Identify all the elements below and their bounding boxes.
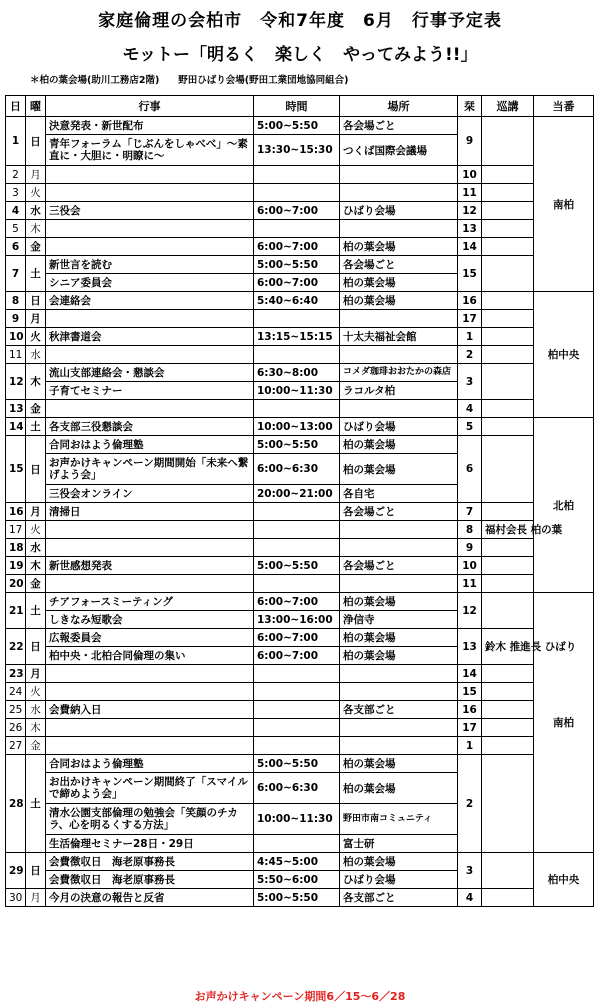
- shiori-number-cell: 7: [458, 503, 482, 521]
- time-cell: 10:00~11:30: [254, 382, 340, 400]
- place-cell: [340, 683, 458, 701]
- shiori-number-cell: 6: [458, 436, 482, 503]
- time-cell: [254, 737, 340, 755]
- table-row: [6, 719, 594, 737]
- table-row: [6, 503, 594, 521]
- day-cell: 30: [6, 889, 26, 907]
- table-row: [6, 238, 594, 256]
- place-cell: 柏の葉会場: [340, 292, 458, 310]
- table-row: [6, 557, 594, 575]
- time-cell: 6:00~7:00: [254, 202, 340, 220]
- col-header-day: 日: [6, 96, 26, 117]
- time-cell: 6:00~7:00: [254, 647, 340, 665]
- patrol-cell: 鈴木 推進長 ひばり: [482, 629, 534, 665]
- day-cell: 1: [6, 117, 26, 166]
- day-cell: 2: [6, 166, 26, 184]
- patrol-cell: [482, 436, 534, 503]
- place-cell: ひばり会場: [340, 202, 458, 220]
- place-cell: [340, 220, 458, 238]
- weekday-cell: 金: [26, 400, 46, 418]
- day-cell: 6: [6, 238, 26, 256]
- weekday-cell: 土: [26, 593, 46, 629]
- time-cell: [254, 835, 340, 853]
- shiori-number-cell: 12: [458, 202, 482, 220]
- time-cell: 5:00~5:50: [254, 755, 340, 773]
- shiori-number-cell: 15: [458, 683, 482, 701]
- shiori-number-cell: 13: [458, 220, 482, 238]
- table-row: [6, 665, 594, 683]
- shiori-number-cell: 2: [458, 346, 482, 364]
- time-cell: [254, 346, 340, 364]
- place-cell: [340, 719, 458, 737]
- event-cell: [46, 238, 254, 256]
- table-row: [6, 853, 594, 871]
- col-header-num: 栞: [458, 96, 482, 117]
- weekday-cell: 月: [26, 503, 46, 521]
- place-cell: 各会場ごと: [340, 557, 458, 575]
- table-row: [6, 418, 594, 436]
- patrol-cell: [482, 400, 534, 418]
- weekday-cell: 土: [26, 418, 46, 436]
- duty-cell: 南柏: [534, 593, 594, 853]
- shiori-number-cell: 14: [458, 665, 482, 683]
- event-cell: チアフォースミーティング: [46, 593, 254, 611]
- schedule-body: [6, 117, 594, 907]
- weekday-cell: 日: [26, 117, 46, 166]
- campaign-footer: お声かけキャンペーン期間6／15～6／28: [194, 990, 406, 1003]
- weekday-cell: 金: [26, 737, 46, 755]
- duty-cell: 柏中央: [534, 853, 594, 907]
- time-cell: [254, 310, 340, 328]
- event-cell: [46, 346, 254, 364]
- weekday-cell: 日: [26, 629, 46, 665]
- patrol-cell: [482, 683, 534, 701]
- event-cell: 流山支部連絡会・懇談会: [46, 364, 254, 382]
- time-cell: 5:40~6:40: [254, 292, 340, 310]
- shiori-number-cell: 11: [458, 575, 482, 593]
- place-cell: 浄信寺: [340, 611, 458, 629]
- col-header-duty: 当番: [534, 96, 594, 117]
- day-cell: 23: [6, 665, 26, 683]
- place-cell: つくば国際会議場: [340, 135, 458, 166]
- event-cell: お出かけキャンペーン期間終了「スマイルで締めよう会」: [46, 773, 254, 804]
- time-cell: [254, 166, 340, 184]
- patrol-cell: [482, 220, 534, 238]
- weekday-cell: 月: [26, 889, 46, 907]
- event-cell: [46, 220, 254, 238]
- table-row: [6, 292, 594, 310]
- shiori-number-cell: 10: [458, 166, 482, 184]
- place-cell: [340, 521, 458, 539]
- place-cell: 十太夫福祉会館: [340, 328, 458, 346]
- duty-cell: 北柏: [534, 418, 594, 593]
- col-header-place: 場所: [340, 96, 458, 117]
- day-cell: 10: [6, 328, 26, 346]
- shiori-number-cell: 13: [458, 629, 482, 665]
- shiori-number-cell: 1: [458, 328, 482, 346]
- event-cell: 柏中央・北柏合同倫理の集い: [46, 647, 254, 665]
- col-header-patrol: 巡講: [482, 96, 534, 117]
- patrol-cell: [482, 346, 534, 364]
- table-row: [6, 539, 594, 557]
- table-row: [6, 346, 594, 364]
- day-cell: 3: [6, 184, 26, 202]
- table-row: [6, 593, 594, 611]
- place-cell: 柏の葉会場: [340, 647, 458, 665]
- day-cell: 7: [6, 256, 26, 292]
- place-cell: [340, 575, 458, 593]
- weekday-cell: 木: [26, 220, 46, 238]
- patrol-cell: [482, 737, 534, 755]
- event-cell: 新世言を読む: [46, 256, 254, 274]
- weekday-cell: 土: [26, 256, 46, 292]
- time-cell: 10:00~11:30: [254, 804, 340, 835]
- shiori-number-cell: 14: [458, 238, 482, 256]
- day-cell: 29: [6, 853, 26, 889]
- weekday-cell: 金: [26, 575, 46, 593]
- day-cell: 25: [6, 701, 26, 719]
- weekday-cell: 木: [26, 364, 46, 400]
- weekday-cell: 金: [26, 238, 46, 256]
- day-cell: 13: [6, 400, 26, 418]
- event-cell: しきなみ短歌会: [46, 611, 254, 629]
- shiori-number-cell: 3: [458, 364, 482, 400]
- col-header-weekday: 曜: [26, 96, 46, 117]
- patrol-cell: [482, 539, 534, 557]
- col-header-event: 行事: [46, 96, 254, 117]
- place-cell: [340, 184, 458, 202]
- place-cell: 野田市南コミュニティ: [340, 804, 458, 835]
- table-row: [6, 202, 594, 220]
- table-row: [6, 629, 594, 647]
- place-cell: 各会場ごと: [340, 503, 458, 521]
- event-cell: 会費徴収日 海老原事務長: [46, 871, 254, 889]
- time-cell: [254, 539, 340, 557]
- day-cell: 22: [6, 629, 26, 665]
- shiori-number-cell: 5: [458, 418, 482, 436]
- place-cell: 柏の葉会場: [340, 773, 458, 804]
- event-cell: 秋津書道会: [46, 328, 254, 346]
- patrol-cell: [482, 557, 534, 575]
- time-cell: [254, 701, 340, 719]
- time-cell: 6:00~7:00: [254, 274, 340, 292]
- weekday-cell: 土: [26, 755, 46, 853]
- time-cell: 6:00~7:00: [254, 629, 340, 647]
- time-cell: 5:00~5:50: [254, 436, 340, 454]
- time-cell: [254, 719, 340, 737]
- weekday-cell: 月: [26, 166, 46, 184]
- weekday-cell: 月: [26, 310, 46, 328]
- time-cell: 13:30~15:30: [254, 135, 340, 166]
- patrol-cell: [482, 328, 534, 346]
- time-cell: 20:00~21:00: [254, 485, 340, 503]
- place-cell: 柏の葉会場: [340, 629, 458, 647]
- place-cell: 富士研: [340, 835, 458, 853]
- table-row: [6, 364, 594, 382]
- weekday-cell: 日: [26, 436, 46, 503]
- table-row: [6, 400, 594, 418]
- day-cell: 26: [6, 719, 26, 737]
- duty-cell: 柏中央: [534, 292, 594, 418]
- day-cell: 9: [6, 310, 26, 328]
- event-cell: 広報委員会: [46, 629, 254, 647]
- patrol-cell: [482, 184, 534, 202]
- time-cell: [254, 683, 340, 701]
- event-cell: 三役会オンライン: [46, 485, 254, 503]
- table-row: [6, 310, 594, 328]
- table-row: [6, 737, 594, 755]
- patrol-cell: [482, 117, 534, 166]
- weekday-cell: 火: [26, 184, 46, 202]
- place-cell: [340, 400, 458, 418]
- table-row: [6, 755, 594, 773]
- shiori-number-cell: 10: [458, 557, 482, 575]
- shiori-number-cell: 3: [458, 853, 482, 889]
- weekday-cell: 日: [26, 853, 46, 889]
- weekday-cell: 月: [26, 665, 46, 683]
- patrol-cell: [482, 256, 534, 292]
- time-cell: 4:45~5:00: [254, 853, 340, 871]
- time-cell: 13:00~16:00: [254, 611, 340, 629]
- time-cell: 5:00~5:50: [254, 256, 340, 274]
- shiori-number-cell: 8: [458, 521, 482, 539]
- shiori-number-cell: 1: [458, 737, 482, 755]
- event-cell: [46, 683, 254, 701]
- event-cell: 三役会: [46, 202, 254, 220]
- event-cell: 清水公園支部倫理の勉強会「笑顔のチカラ、心を明るくする方法」: [46, 804, 254, 835]
- time-cell: [254, 575, 340, 593]
- day-cell: 12: [6, 364, 26, 400]
- venue-note: ＊柏の葉会場(助川工務店2階) 野田ひばり会場(野田工業団地協同組合): [30, 75, 349, 86]
- weekday-cell: 火: [26, 328, 46, 346]
- day-cell: 18: [6, 539, 26, 557]
- event-cell: [46, 665, 254, 683]
- event-cell: [46, 521, 254, 539]
- event-cell: 会費徴収日 海老原事務長: [46, 853, 254, 871]
- patrol-cell: [482, 665, 534, 683]
- time-cell: 5:00~5:50: [254, 889, 340, 907]
- event-cell: [46, 719, 254, 737]
- day-cell: 21: [6, 593, 26, 629]
- patrol-cell: [482, 238, 534, 256]
- event-cell: [46, 166, 254, 184]
- shiori-number-cell: 4: [458, 400, 482, 418]
- place-cell: 柏の葉会場: [340, 274, 458, 292]
- place-cell: [340, 166, 458, 184]
- patrol-cell: [482, 202, 534, 220]
- time-cell: 5:00~5:50: [254, 117, 340, 135]
- table-row: [6, 166, 594, 184]
- time-cell: 6:00~6:30: [254, 454, 340, 485]
- place-cell: 柏の葉会場: [340, 853, 458, 871]
- time-cell: 5:50~6:00: [254, 871, 340, 889]
- event-cell: 清掃日: [46, 503, 254, 521]
- time-cell: 6:00~6:30: [254, 773, 340, 804]
- shiori-number-cell: 9: [458, 117, 482, 166]
- schedule-table: [5, 95, 594, 907]
- event-cell: [46, 184, 254, 202]
- patrol-cell: [482, 719, 534, 737]
- event-cell: 新世感想発表: [46, 557, 254, 575]
- weekday-cell: 水: [26, 346, 46, 364]
- table-row: [6, 256, 594, 274]
- place-cell: ひばり会場: [340, 418, 458, 436]
- event-cell: 今月の決意の報告と反省: [46, 889, 254, 907]
- table-row: [6, 701, 594, 719]
- day-cell: 17: [6, 521, 26, 539]
- event-cell: お声かけキャンペーン期間開始「未来へ繋げよう会」: [46, 454, 254, 485]
- event-cell: 青年フォーラム「じぶんをしゃべべ」～素直に・大胆に・明瞭に～: [46, 135, 254, 166]
- table-row: [6, 184, 594, 202]
- table-row: [6, 575, 594, 593]
- table-row: [6, 328, 594, 346]
- day-cell: 4: [6, 202, 26, 220]
- place-cell: 柏の葉会場: [340, 238, 458, 256]
- time-cell: [254, 665, 340, 683]
- shiori-number-cell: 2: [458, 755, 482, 853]
- event-cell: 子育てセミナー: [46, 382, 254, 400]
- place-cell: 各会場ごと: [340, 256, 458, 274]
- place-cell: [340, 346, 458, 364]
- col-header-time: 時間: [254, 96, 340, 117]
- place-cell: 柏の葉会場: [340, 593, 458, 611]
- shiori-number-cell: 16: [458, 701, 482, 719]
- place-cell: [340, 539, 458, 557]
- patrol-cell: [482, 701, 534, 719]
- event-cell: 合同おはよう倫理塾: [46, 755, 254, 773]
- shiori-number-cell: 11: [458, 184, 482, 202]
- day-cell: 27: [6, 737, 26, 755]
- event-cell: [46, 310, 254, 328]
- weekday-cell: 火: [26, 683, 46, 701]
- time-cell: [254, 184, 340, 202]
- place-cell: [340, 737, 458, 755]
- shiori-number-cell: 17: [458, 719, 482, 737]
- patrol-cell: [482, 364, 534, 400]
- place-cell: [340, 310, 458, 328]
- patrol-cell: [482, 575, 534, 593]
- time-cell: [254, 220, 340, 238]
- place-cell: 柏の葉会場: [340, 454, 458, 485]
- patrol-cell: [482, 310, 534, 328]
- time-cell: 13:15~15:15: [254, 328, 340, 346]
- patrol-cell: [482, 889, 534, 907]
- place-cell: ラコルタ柏: [340, 382, 458, 400]
- time-cell: 6:30~8:00: [254, 364, 340, 382]
- event-cell: [46, 575, 254, 593]
- event-cell: 生活倫理セミナー28日・29日: [46, 835, 254, 853]
- shiori-number-cell: 4: [458, 889, 482, 907]
- event-cell: 各支部三役懇談会: [46, 418, 254, 436]
- motto: モットー「明るく 楽しく やってみよう!!」: [122, 45, 478, 65]
- day-cell: 19: [6, 557, 26, 575]
- shiori-number-cell: 12: [458, 593, 482, 629]
- weekday-cell: 日: [26, 292, 46, 310]
- weekday-cell: 木: [26, 719, 46, 737]
- time-cell: [254, 503, 340, 521]
- day-cell: 28: [6, 755, 26, 853]
- place-cell: 各会場ごと: [340, 117, 458, 135]
- weekday-cell: 火: [26, 521, 46, 539]
- day-cell: 24: [6, 683, 26, 701]
- patrol-cell: [482, 292, 534, 310]
- day-cell: 16: [6, 503, 26, 521]
- place-cell: [340, 665, 458, 683]
- day-cell: 5: [6, 220, 26, 238]
- time-cell: 6:00~7:00: [254, 593, 340, 611]
- event-cell: 会費納入日: [46, 701, 254, 719]
- place-cell: 柏の葉会場: [340, 755, 458, 773]
- weekday-cell: 木: [26, 557, 46, 575]
- event-cell: [46, 400, 254, 418]
- shiori-number-cell: 16: [458, 292, 482, 310]
- event-cell: シニア委員会: [46, 274, 254, 292]
- day-cell: 8: [6, 292, 26, 310]
- table-row: [6, 889, 594, 907]
- time-cell: [254, 521, 340, 539]
- place-cell: 各支部ごと: [340, 889, 458, 907]
- time-cell: 10:00~13:00: [254, 418, 340, 436]
- duty-cell: 南柏: [534, 117, 594, 292]
- time-cell: 5:00~5:50: [254, 557, 340, 575]
- table-row: [6, 220, 594, 238]
- day-cell: 11: [6, 346, 26, 364]
- day-cell: 14: [6, 418, 26, 436]
- patrol-cell: [482, 853, 534, 889]
- patrol-cell: [482, 418, 534, 436]
- shiori-number-cell: 15: [458, 256, 482, 292]
- patrol-cell: [482, 503, 534, 521]
- page-title: 家庭倫理の会柏市 令和7年度 6月 行事予定表: [98, 11, 502, 31]
- table-row: [6, 521, 594, 539]
- event-cell: 会連絡会: [46, 292, 254, 310]
- shiori-number-cell: 17: [458, 310, 482, 328]
- weekday-cell: 水: [26, 539, 46, 557]
- event-cell: 決意発表・新世配布: [46, 117, 254, 135]
- place-cell: 各自宅: [340, 485, 458, 503]
- patrol-cell: 福村会長 柏の葉: [482, 521, 534, 539]
- table-row: [6, 117, 594, 135]
- weekday-cell: 水: [26, 701, 46, 719]
- place-cell: ひばり会場: [340, 871, 458, 889]
- patrol-cell: [482, 166, 534, 184]
- place-cell: 柏の葉会場: [340, 436, 458, 454]
- event-cell: [46, 539, 254, 557]
- time-cell: [254, 400, 340, 418]
- shiori-number-cell: 9: [458, 539, 482, 557]
- weekday-cell: 水: [26, 202, 46, 220]
- table-row: [6, 683, 594, 701]
- table-row: [6, 436, 594, 454]
- patrol-cell: [482, 593, 534, 629]
- day-cell: 15: [6, 436, 26, 503]
- place-cell: コメダ珈琲おおたかの森店: [340, 364, 458, 382]
- place-cell: 各支部ごと: [340, 701, 458, 719]
- day-cell: 20: [6, 575, 26, 593]
- header-row: [6, 96, 594, 117]
- patrol-cell: [482, 755, 534, 853]
- event-cell: 合同おはよう倫理塾: [46, 436, 254, 454]
- event-cell: [46, 737, 254, 755]
- time-cell: 6:00~7:00: [254, 238, 340, 256]
